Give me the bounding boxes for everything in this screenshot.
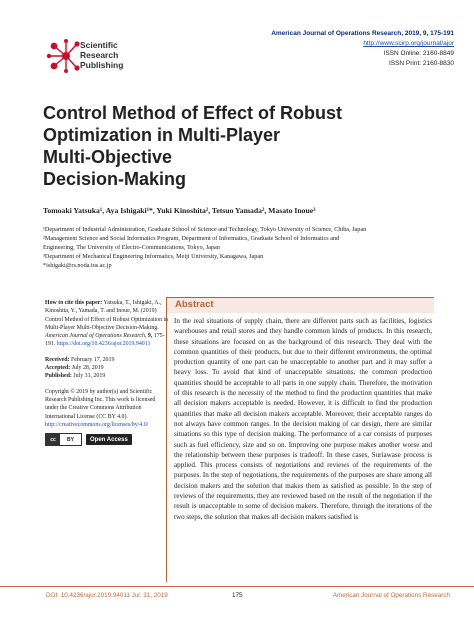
title-line: Optimization in Multi-Player [43,125,281,145]
author-list: Tomoaki Yatsuka¹, Aya Ishigaki¹*, Yuki Kinoshita², Tetsuo Yamada², Masato Inoue³ [43,206,316,215]
page-number: 175 [232,592,243,599]
affiliation: ²Management Science and Social Informatics Program, Department of Informatics, Graduate School of Informatics and [43,235,340,242]
journal-url-link[interactable]: http://www.scirp.org/journal/ajor [363,40,454,47]
cite-doi-link[interactable]: https://doi.org/10.4236/ajor.2019.94011 [56,341,151,348]
title-line: Multi-Objective [43,147,173,167]
published-date: July 31, 2019 [73,373,106,380]
by-label: BY [67,436,74,443]
published-label: Published: [45,373,72,380]
title-line: Decision-Making [43,169,187,189]
publisher-name [80,40,123,70]
title-line: Control Method of Effect of Robust [43,103,342,123]
license-badges [45,433,169,446]
received-date: February 17, 2019 [71,356,115,363]
corresponding-email: *ishigaki@rs.noda.tus.ac.jp [43,262,112,269]
accepted-date: July 28, 2019 [71,365,104,372]
issn-online: ISSN Online: 2160-8849 [383,50,454,57]
cite-label: How to cite this paper: [45,300,103,306]
abstract-section [166,297,434,582]
publisher-name-line: Scientific [80,40,118,50]
publisher-name-line: Publishing [80,60,124,70]
cite-journal: American Journal of Operations Research, [45,333,147,340]
received-label: Received: [45,356,70,363]
cite-text: Yatsuka, T., Ishigaki, A., Kinoshita, Y., Yamada, T. and Inoue, M. (2019) Control Method of Effect of Robust Optimization in Multi-Player Multi-Objective Decision-Making. [45,300,169,331]
cc-label: cc [46,434,60,445]
copyright-block [45,388,169,429]
dates-block [45,356,169,381]
journal-citation: American Journal of Operations Research, 2019, 9, 175-191 [271,30,454,37]
open-access-badge: Open Access [86,434,132,445]
abstract-header [167,297,434,313]
journal-header [271,29,454,69]
paper-title [43,102,373,190]
page-footer [0,586,474,607]
cite-pages: 175-191. [45,333,165,348]
cc-by-badge-icon[interactable] [45,433,82,446]
citation-block [45,299,169,349]
abstract-heading: Abstract [175,299,214,310]
abstract-body: In the real situations of supply chain, there are different parts such as facilities, logistics warehouses and retail stores and they handle common kinds of products. In this research, these situations are focused on as the background of this research. They deal with the common quantities of their products, but due to their different environments, the optimal production quantity of one part can be unacceptable to another part and it may suffer a heavy loss. To avoid that kind of unacceptable situations, the common production quantities should be acceptable to all parts in one supply chain. Therefore, the motivation of this research is the necessity of the method to find the production quantities that make all decision makers acceptable is needed. However, it is difficult to find the production quantities that make all decision makers acceptable. Moreover, their acceptable ranges do not always have common ranges. In the decision making of car design, there are similar situations so this type of decision making. The performance of a car consists of purposes such as fuel efficiency, size and so on. Improving one purpose makes another worse and the relationship between these purposes is tradeoff. In these cases, Suriawase process is applied. This process consists of negotiations and reviews of the requirements of the purposes. In the step of negotiations, the requirements of the purposes are share among all decision makers and the solution that makes them as satisfied as possible. In the step of reviews of the requirements, they are reviewed based on the result of the negotiation if the result is unacceptable to some of decision makers. Therefore, through the iterations of the two steps, the solution that makes all decision makers satisfied is [174,317,432,521]
footer-doi: DOI: 10.4236/ajor.2019.94011 Jul. 31, 2019 [46,592,168,599]
article-info-sidebar [45,299,169,446]
cite-volume: 9, [147,333,153,340]
affiliation: ¹Department of Industrial Administration, Graduate School of Science and Technology, Tokyo University of Science, Chiba, Japan [43,226,367,233]
affiliations [43,225,443,270]
footer-journal: American Journal of Operations Research [332,592,450,599]
affiliation: Engineering, The University of Electro-Communications, Tokyo, Japan [43,244,220,251]
publisher-name-line: Research [80,50,119,60]
affiliation: ³Department of Mechanical Engineering Informatics, Meiji University, Kanagawa, Japan [43,253,264,260]
issn-print: ISSN Print: 2160-8830 [388,60,454,67]
license-link[interactable]: http://creativecommons.org/licenses/by/4.0/ [45,421,149,428]
copyright-text: Copyright © 2019 by author(s) and Scientific Research Publishing Inc. This work is licensed under the Creative Commons Attribution International License (CC BY 4.0). [45,388,156,420]
accepted-label: Accepted: [45,365,71,372]
